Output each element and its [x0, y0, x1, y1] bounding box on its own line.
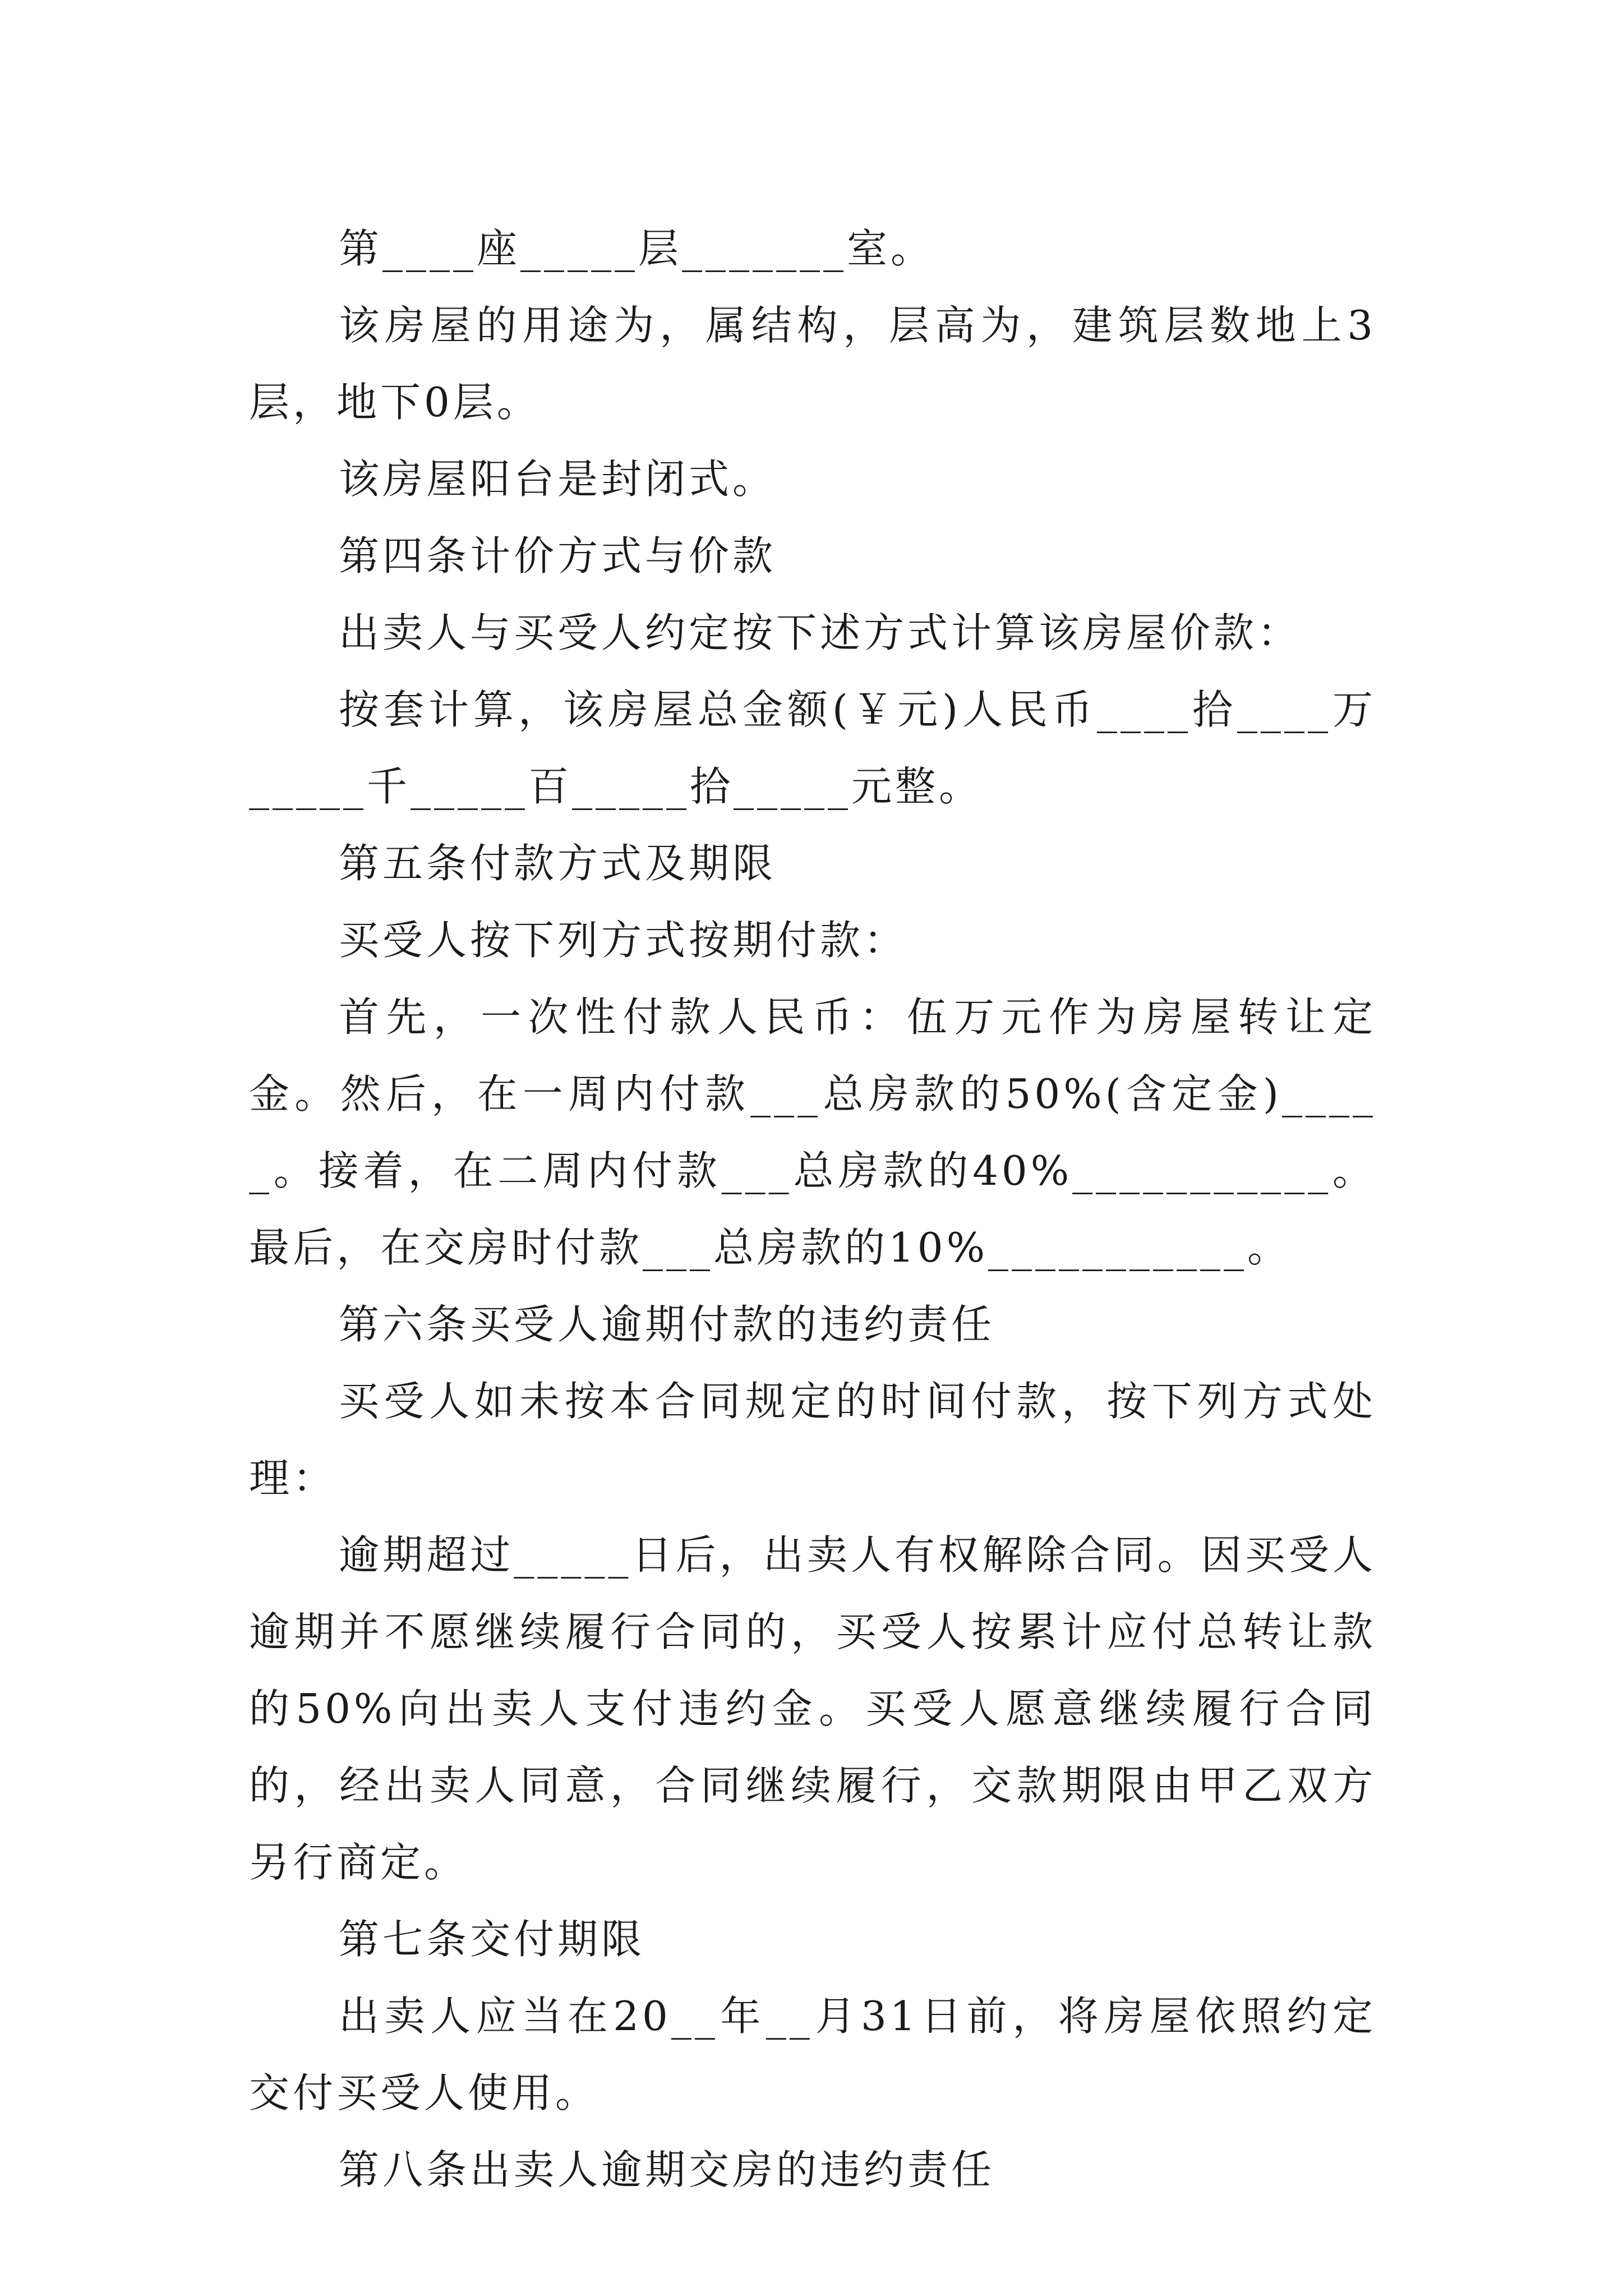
heading-article-8: 第八条出卖人逾期交房的违约责任: [339, 2146, 995, 2193]
paragraph-house-usage: 该房屋的用途为，属结构，层高为，建筑层数地上3层，地下0层。: [249, 302, 1376, 426]
heading-article-5: 第五条付款方式及期限: [339, 840, 777, 887]
paragraph-payment-intro: 买受人按下列方式按期付款：: [339, 917, 908, 964]
paragraph-pricing-method: 出卖人与买受人约定按下述方式计算该房屋价款：: [339, 609, 1302, 656]
paragraph-late-payment-intro: 买受人如未按本合同规定的时间付款，按下列方式处理：: [249, 1378, 1376, 1502]
document-body: [249, 210, 1376, 2208]
paragraph-total-price: 按套计算，该房屋总金额(￥元)人民币____拾____万_____千_____百_____拾_____元整。: [249, 686, 1376, 810]
paragraph-delivery-deadline: 出卖人应当在20__年__月31日前，将房屋依照约定交付买受人使用。: [249, 1993, 1376, 2116]
heading-article-4: 第四条计价方式与价款: [339, 532, 777, 579]
paragraph-balcony: 该房屋阳台是封闭式。: [339, 455, 777, 503]
paragraph-late-payment-terms: 逾期超过_____日后，出卖人有权解除合同。因买受人逾期并不愿继续履行合同的，买受人按累计应付总转让款的50%向出卖人支付违约金。买受人愿意继续履行合同的，经出卖人同意，合同继续履行，交款期限由甲乙双方另行商定。: [249, 1531, 1376, 1886]
heading-article-6: 第六条买受人逾期付款的违约责任: [339, 1301, 995, 1348]
paragraph-payment-schedule: 首先，一次性付款人民币：伍万元作为房屋转让定金。然后，在一周内付款___总房款的50%(含定金)_____。接着，在二周内付款___总房款的40%___________。最后，在交房时付款___总房款的10%___________。: [249, 993, 1376, 1271]
paragraph-room-location: 第____座_____层_______室。: [339, 225, 935, 272]
heading-article-7: 第七条交付期限: [339, 1916, 645, 1963]
